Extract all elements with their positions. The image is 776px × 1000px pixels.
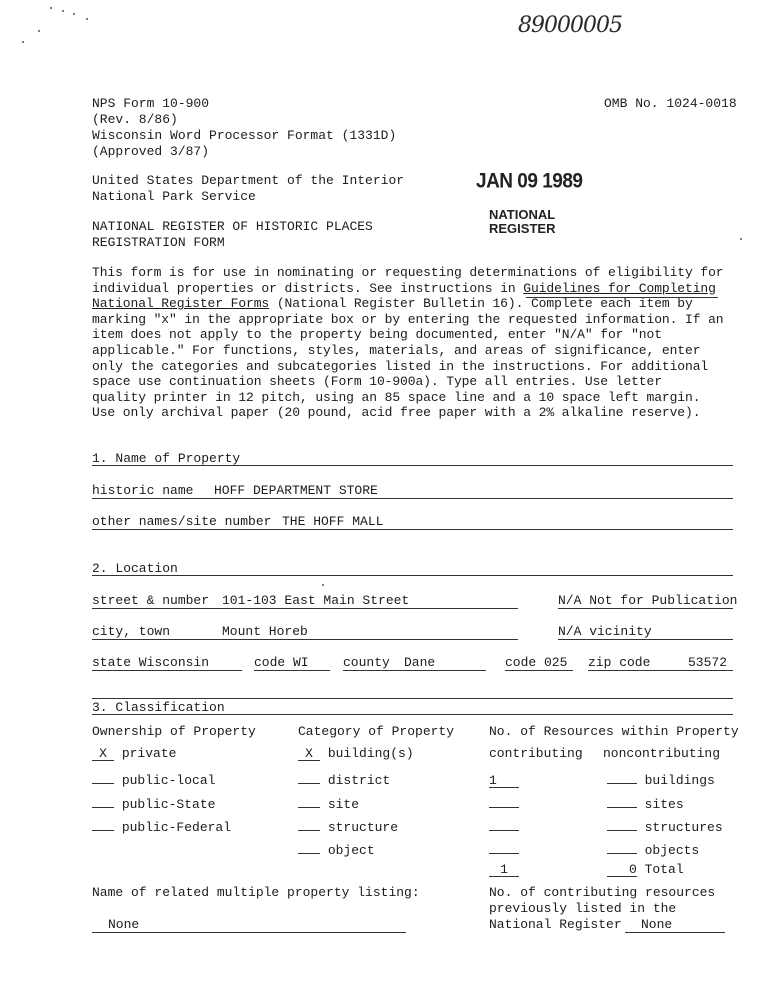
category-label: structure	[327, 820, 399, 835]
form-line: (Approved 3/87)	[92, 144, 210, 159]
handwritten-reference-number: 89000005	[518, 13, 622, 38]
category-mark[interactable]	[298, 769, 320, 784]
register-title	[92, 219, 373, 251]
resource-row-sites	[489, 793, 684, 813]
section2-divider	[92, 575, 733, 576]
instruction-line	[92, 296, 732, 312]
instruction-text: individual properties or districts. See instructions in	[92, 280, 524, 296]
noncontributing-count[interactable]	[607, 793, 637, 808]
received-stamp-date: JAN 09 1989	[476, 169, 583, 193]
form-line: (Rev. 8/86)	[92, 112, 178, 127]
city-value[interactable]: Mount Horeb	[222, 624, 308, 639]
ownership-label: public-State	[121, 797, 216, 812]
section3-top-rule	[92, 698, 733, 699]
agency-line: United States Department of the Interior	[92, 173, 405, 188]
resource-type: sites	[644, 797, 684, 812]
resources-heading: No. of Resources within Property	[489, 724, 739, 739]
related-listing-value[interactable]: None	[108, 917, 140, 932]
ownership-option-private[interactable]	[92, 746, 176, 762]
instruction-text: (National Register Bulletin 16). Complete each item by	[269, 296, 693, 312]
resource-type: objects	[644, 843, 700, 858]
ownership-mark[interactable]	[92, 793, 114, 808]
noncontributing-count[interactable]: 0	[607, 862, 637, 877]
instruction-line: only the categories and subcategories listed in the instructions. For additional	[92, 358, 709, 374]
instruction-line: applicable." For functions, styles, materials, and areas of significance, enter	[92, 342, 701, 358]
register-title-line: NATIONAL REGISTER OF HISTORIC PLACES	[92, 219, 373, 234]
category-option-object[interactable]	[298, 839, 375, 859]
instructions-paragraph	[92, 265, 732, 421]
category-mark[interactable]	[298, 839, 320, 854]
received-stamp-line2: REGISTER	[489, 221, 556, 236]
previously-listed-line: previously listed in the	[489, 901, 677, 916]
category-option-site[interactable]	[298, 793, 359, 813]
ownership-mark[interactable]	[92, 816, 114, 831]
zip-value[interactable]: 53572	[688, 655, 728, 670]
category-label: district	[327, 773, 391, 788]
category-mark[interactable]	[298, 816, 320, 831]
resource-row-total	[489, 862, 684, 878]
county-code[interactable]: code 025	[505, 655, 568, 670]
historic-name-label: historic name	[92, 483, 194, 498]
ownership-option-public-local[interactable]	[92, 769, 215, 789]
previously-listed-label: National Register	[489, 917, 622, 932]
resource-type: structures	[644, 820, 723, 835]
register-title-line: REGISTRATION FORM	[92, 235, 225, 250]
category-option-district[interactable]	[298, 769, 390, 789]
instruction-line: Use only archival paper (20 pound, acid free paper with a 2% alkaline reserve).	[92, 405, 701, 421]
received-stamp-line1: NATIONAL	[489, 207, 556, 222]
previously-listed-line: No. of contributing resources	[489, 885, 716, 900]
resource-type: buildings	[644, 773, 715, 788]
resource-type: Total	[644, 862, 684, 877]
state-code[interactable]: code WI	[254, 655, 309, 670]
noncontributing-count[interactable]	[607, 769, 637, 784]
street-value[interactable]: 101-103 East Main Street	[222, 593, 410, 608]
contributing-count[interactable]	[489, 816, 519, 831]
contributing-count[interactable]	[489, 839, 519, 854]
not-for-publication[interactable]: N/A Not for Publication	[558, 593, 738, 608]
contributing-label: contributing	[489, 746, 583, 761]
category-option-structure[interactable]	[298, 816, 398, 836]
omb-number: OMB No. 1024-0018	[604, 96, 737, 111]
form-line: Wisconsin Word Processor Format (1331D)	[92, 128, 397, 143]
guidelines-reference: Guidelines for Completing	[523, 280, 716, 296]
historic-name-value[interactable]: HOFF DEPARTMENT STORE	[214, 483, 378, 498]
noncontributing-label: noncontributing	[603, 746, 721, 761]
category-label: object	[327, 843, 375, 858]
ownership-option-public-federal[interactable]	[92, 816, 231, 836]
other-names-value[interactable]: THE HOFF MALL	[282, 514, 384, 529]
vicinity[interactable]: N/A vicinity	[558, 624, 652, 639]
form-line: NPS Form 10-900	[92, 96, 210, 111]
category-option-buildings[interactable]	[298, 746, 414, 762]
category-mark[interactable]: X	[298, 746, 320, 761]
form-identification	[92, 96, 396, 160]
other-names-label: other names/site number	[92, 514, 272, 529]
street-label: street & number	[92, 593, 210, 608]
instruction-line: space use continuation sheets (Form 10-900a). Type all entries. Use letter	[92, 374, 662, 390]
ownership-label: public-Federal	[121, 820, 232, 835]
county-label: county	[343, 655, 390, 670]
section2-heading: 2. Location	[92, 561, 178, 576]
category-label: site	[327, 797, 360, 812]
contributing-count[interactable]: 1	[489, 862, 519, 877]
resource-row-objects	[489, 839, 699, 859]
instruction-line: item does not apply to the property being documented, enter "N/A" for "not	[92, 327, 662, 343]
resource-row-buildings	[489, 769, 715, 789]
category-heading: Category of Property	[298, 724, 455, 739]
category-mark[interactable]	[298, 793, 320, 808]
ownership-option-public-state[interactable]	[92, 793, 215, 813]
state-field[interactable]: state Wisconsin	[92, 655, 210, 670]
agency	[92, 173, 404, 205]
instruction-line: marking "x" in the appropriate box or by entering the requested information. If an	[92, 311, 724, 327]
instruction-line: quality printer in 12 pitch, using an 85 space line and a 10 space left margin.	[92, 389, 701, 405]
ownership-label: private	[121, 746, 177, 761]
section3-divider	[92, 714, 733, 715]
previously-listed-value[interactable]: None	[641, 917, 673, 932]
ownership-mark[interactable]	[92, 769, 114, 784]
category-label: building(s)	[327, 746, 414, 761]
contributing-count[interactable]: 1	[489, 773, 519, 788]
city-label: city, town	[92, 624, 171, 639]
resource-row-structures	[489, 816, 723, 836]
instruction-line: This form is for use in nominating or requesting determinations of eligibility for	[92, 265, 724, 280]
county-value[interactable]: Dane	[404, 655, 436, 670]
section1-divider	[92, 465, 733, 466]
guidelines-reference-cont: National Register Forms	[92, 296, 270, 312]
noncontributing-count[interactable]	[607, 816, 637, 831]
related-listing-label: Name of related multiple property listing:	[92, 885, 420, 900]
noncontributing-count[interactable]	[607, 839, 637, 854]
section1-heading: 1. Name of Property	[92, 451, 241, 466]
ownership-heading: Ownership of Property	[92, 724, 256, 739]
zip-label: zip code	[588, 655, 651, 670]
previously-listed	[489, 885, 715, 917]
instruction-line	[92, 281, 732, 297]
contributing-count[interactable]	[489, 793, 519, 808]
ownership-mark[interactable]: X	[92, 746, 114, 761]
section3-heading: 3. Classification	[92, 700, 225, 715]
agency-line: National Park Service	[92, 189, 256, 204]
ownership-label: public-local	[121, 773, 216, 788]
